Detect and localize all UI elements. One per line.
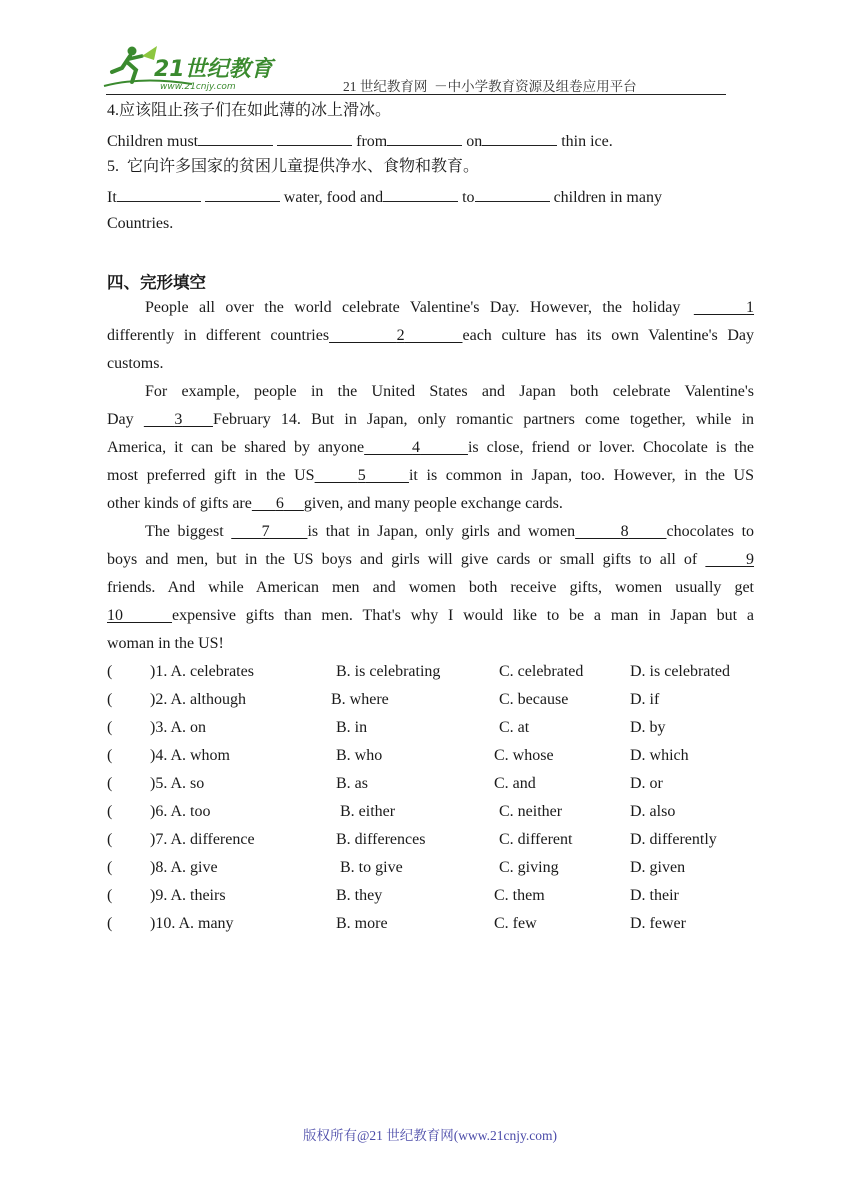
option-d: D. differently <box>630 831 717 848</box>
p2-line4: most preferred gift in the US 5 it is common in Japan, too. However, in the US <box>107 467 755 484</box>
p2-line5: other kinds of gifts are 6 given, and many people exchange cards. <box>107 495 563 512</box>
option-a: )1. A. celebrates <box>150 663 254 680</box>
option-c: C. giving <box>499 859 559 876</box>
option-b: B. as <box>336 775 368 792</box>
p3-line3: friends. And while American men and women both receive gifts, women usually get <box>107 579 754 596</box>
p3-line4: 10 expensive gifts than men. That's why I would like to be a man in Japan but a <box>107 607 754 624</box>
answer-paren: ( <box>107 887 113 904</box>
page-footer: 版权所有@21 世纪教育网(www.21cnjy.com) <box>302 1128 558 1143</box>
option-a: )8. A. give <box>150 859 218 876</box>
option-b: B. in <box>336 719 368 736</box>
answer-paren: ( <box>107 915 113 932</box>
option-b: B. who <box>336 747 383 764</box>
section-heading: 四、完形填空 <box>107 273 206 292</box>
answer-paren: ( <box>107 803 113 820</box>
option-d: D. which <box>630 747 689 764</box>
answer-paren: ( <box>107 775 113 792</box>
p1-line1: People all over the world celebrate Valentine's Day. However, the holiday 1 <box>145 299 755 316</box>
option-c: C. different <box>499 831 573 848</box>
option-c: C. at <box>499 719 530 736</box>
header-rule <box>106 94 726 95</box>
p3-line5: woman in the US! <box>107 635 224 652</box>
option-d: D. given <box>630 859 686 876</box>
p2-line2: Day 3 February 14. But in Japan, only romantic partners come together, while in <box>107 411 755 428</box>
option-d: D. is celebrated <box>630 663 730 680</box>
option-d: D. fewer <box>630 915 686 932</box>
answer-paren: ( <box>107 719 113 736</box>
option-d: D. also <box>630 803 676 820</box>
option-a: )9. A. theirs <box>150 887 226 904</box>
option-a: )6. A. too <box>150 803 211 820</box>
option-b: B. to give <box>340 859 403 876</box>
p1-line2: differently in different countries 2 each culture has its own Valentine's Day <box>107 327 755 344</box>
q4-english: Children must from on thin ice. <box>107 130 613 152</box>
q5-english-end: Countries. <box>107 215 174 232</box>
option-c: C. because <box>499 691 569 708</box>
answer-paren: ( <box>107 747 113 764</box>
option-a: )7. A. difference <box>150 831 255 848</box>
p3-line1: The biggest 7 is that in Japan, only girls and women 8 chocolates to <box>145 523 755 540</box>
p2-line3: America, it can be shared by anyone 4 is close, friend or lover. Chocolate is the <box>107 439 754 456</box>
option-b: B. either <box>340 803 396 820</box>
option-b: B. more <box>336 915 388 932</box>
answer-paren: ( <box>107 859 113 876</box>
option-d: D. or <box>630 775 663 792</box>
answer-paren: ( <box>107 691 113 708</box>
option-a: )3. A. on <box>150 719 206 736</box>
answer-paren: ( <box>107 663 113 680</box>
option-c: C. them <box>494 887 545 904</box>
option-b: B. is celebrating <box>336 663 441 680</box>
option-d: D. if <box>630 691 660 708</box>
p2-line1: For example, people in the United States and Japan both celebrate Valentine's <box>145 383 754 400</box>
p1-line3: customs. <box>107 355 164 372</box>
option-a: )5. A. so <box>150 775 205 792</box>
option-c: C. neither <box>499 803 563 820</box>
option-b: B. differences <box>336 831 426 848</box>
answer-paren: ( <box>107 831 113 848</box>
q5-english: It water, food and to children in many <box>107 186 662 208</box>
logo-text: 21世纪教育 <box>154 57 273 82</box>
option-d: D. by <box>630 719 666 736</box>
option-b: B. they <box>336 887 383 904</box>
q4-chinese: 4.应该阻止孩子们在如此薄的冰上滑冰。 <box>107 102 392 119</box>
option-c: C. few <box>494 915 537 932</box>
q5-chinese: 5. 它向许多国家的贫困儿童提供净水、食物和教育。 <box>107 158 480 175</box>
option-a: )2. A. although <box>150 691 246 708</box>
option-a: )4. A. whom <box>150 747 230 764</box>
option-c: C. celebrated <box>499 663 584 680</box>
logo-url: www.21cnjy.com <box>160 82 236 92</box>
site-logo <box>102 42 282 92</box>
header-site-text: 21 世纪教育网 －中小学教育资源及组卷应用平台 <box>343 79 637 94</box>
p3-line2: boys and men, but in the US boys and girls will give cards or small gifts to all of 9 <box>107 551 755 568</box>
option-b: B. where <box>331 691 389 708</box>
option-a: )10. A. many <box>150 915 234 932</box>
option-c: C. and <box>494 775 536 792</box>
option-d: D. their <box>630 887 679 904</box>
option-c: C. whose <box>494 747 554 764</box>
